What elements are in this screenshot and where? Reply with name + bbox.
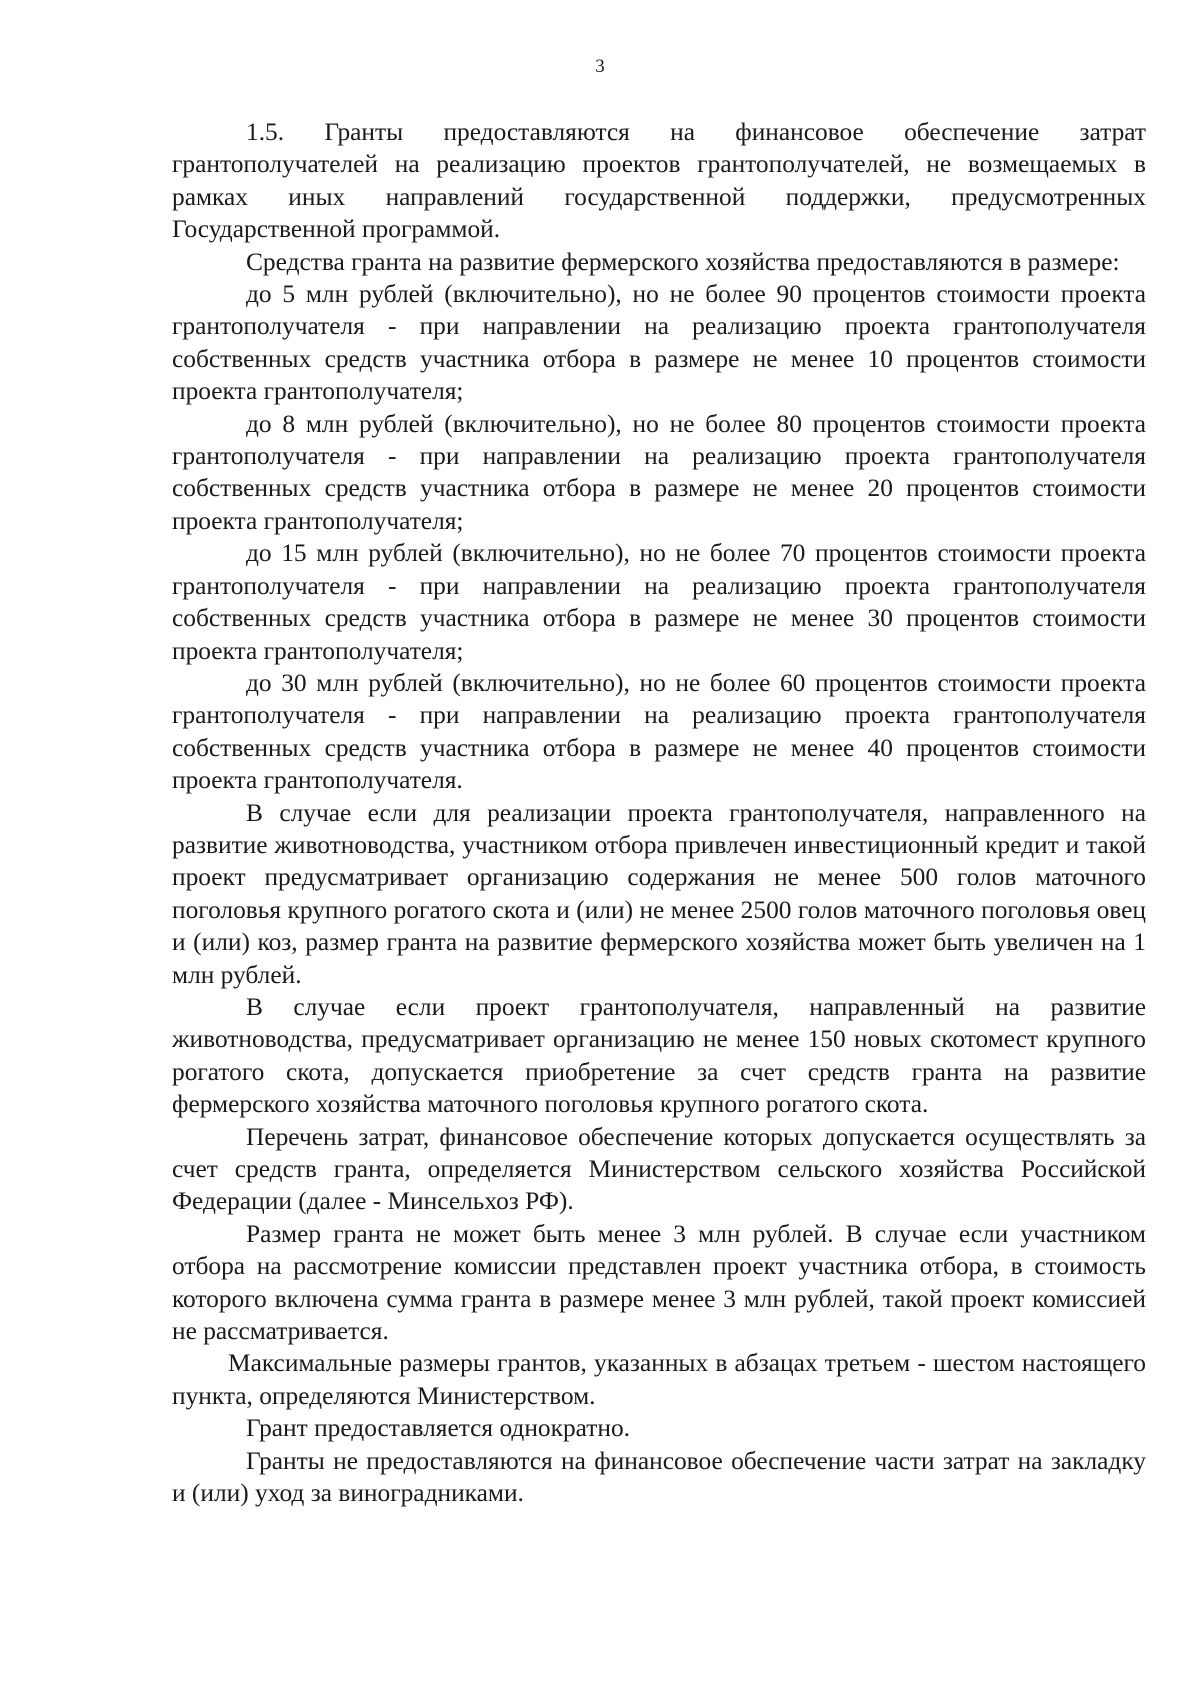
paragraph-tier-8-million: до 8 млн рублей (включительно), но не более 80 процентов стоимости проекта грантополучателя - при направлении на реализацию проекта грантополучателя собственных средств участника отбора в размере не менее 20 процентов стоимости проекта грантополучателя; bbox=[172, 409, 1146, 535]
paragraph-grant-amounts-intro: Средства гранта на развитие фермерского хозяйства предоставляются в размере: bbox=[246, 247, 1120, 276]
document-body bbox=[172, 116, 1146, 1509]
paragraph-cattle-purchase: В случае если проект грантополучателя, направленный на развитие животноводства, предусматривает организацию не менее 150 новых скотомест крупного рогатого скота, допускается приобретение за счет средств гранта на развитие фермерского хозяйства маточного поголовья крупного рогатого скота. bbox=[172, 992, 1146, 1119]
paragraph-maximum-grant: Максимальные размеры грантов, указанных в абзацах третьем - шестом настоящего пункта, определяются Министерством. bbox=[172, 1349, 1146, 1410]
paragraph-cost-list: Перечень затрат, финансовое обеспечение которых допускается осуществлять за счет средств гранта, определяется Министерством сельского хозяйства Российской Федерации (далее - Минсельхоз РФ). bbox=[172, 1122, 1146, 1216]
paragraph-tier-15-million: до 15 млн рублей (включительно), но не более 70 процентов стоимости проекта грантополучателя - при направлении на реализацию проекта грантополучателя собственных средств участника отбора в размере не менее 30 процентов стоимости проекта грантополучателя; bbox=[172, 539, 1146, 665]
paragraph-one-time: Грант предоставляется однократно. bbox=[246, 1414, 630, 1443]
paragraph-vineyards-exclusion: Гранты не предоставляются на финансовое обеспечение части затрат на закладку и (или) уход за виноградниками. bbox=[172, 1446, 1146, 1508]
paragraph-tier-30-million: до 30 млн рублей (включительно), но не более 60 процентов стоимости проекта грантополучателя - при направлении на реализацию проекта грантополучателя собственных средств участника отбора в размере не менее 40 процентов стоимости проекта грантополучателя. bbox=[172, 668, 1146, 795]
paragraph-livestock-increase: В случае если для реализации проекта грантополучателя, направленного на развитие животноводства, участником отбора привлечен инвестиционный кредит и такой проект предусматривает организацию содержания не менее 500 голов маточного поголовья крупного рогатого скота и (или) не менее 2500 голов маточного поголовья овец и (или) коз, размер гранта на развитие фермерского хозяйства может быть увеличен на 1 млн рублей. bbox=[172, 798, 1146, 989]
paragraph-grant-purpose: 1.5. Гранты предоставляются на финансовое обеспечение затрат грантополучателей на реализацию проектов грантополучателей, не возмещаемых в рамках иных направлений государственной поддержки, предусмотренных Государственной программой. bbox=[172, 118, 1146, 244]
paragraph-tier-5-million: до 5 млн рублей (включительно), но не более 90 процентов стоимости проекта грантополучателя - при направлении на реализацию проекта грантополучателя собственных средств участника отбора в размере не менее 10 процентов стоимости проекта грантополучателя; bbox=[172, 280, 1146, 406]
page-number: 3 bbox=[595, 56, 605, 77]
paragraph-minimum-grant: Размер гранта не может быть менее 3 млн рублей. В случае если участником отбора на рассмотрение комиссии представлен проект участника отбора, в стоимость которого включена сумма гранта в размере менее 3 млн рублей, такой проект комиссией не рассматривается. bbox=[172, 1219, 1146, 1346]
